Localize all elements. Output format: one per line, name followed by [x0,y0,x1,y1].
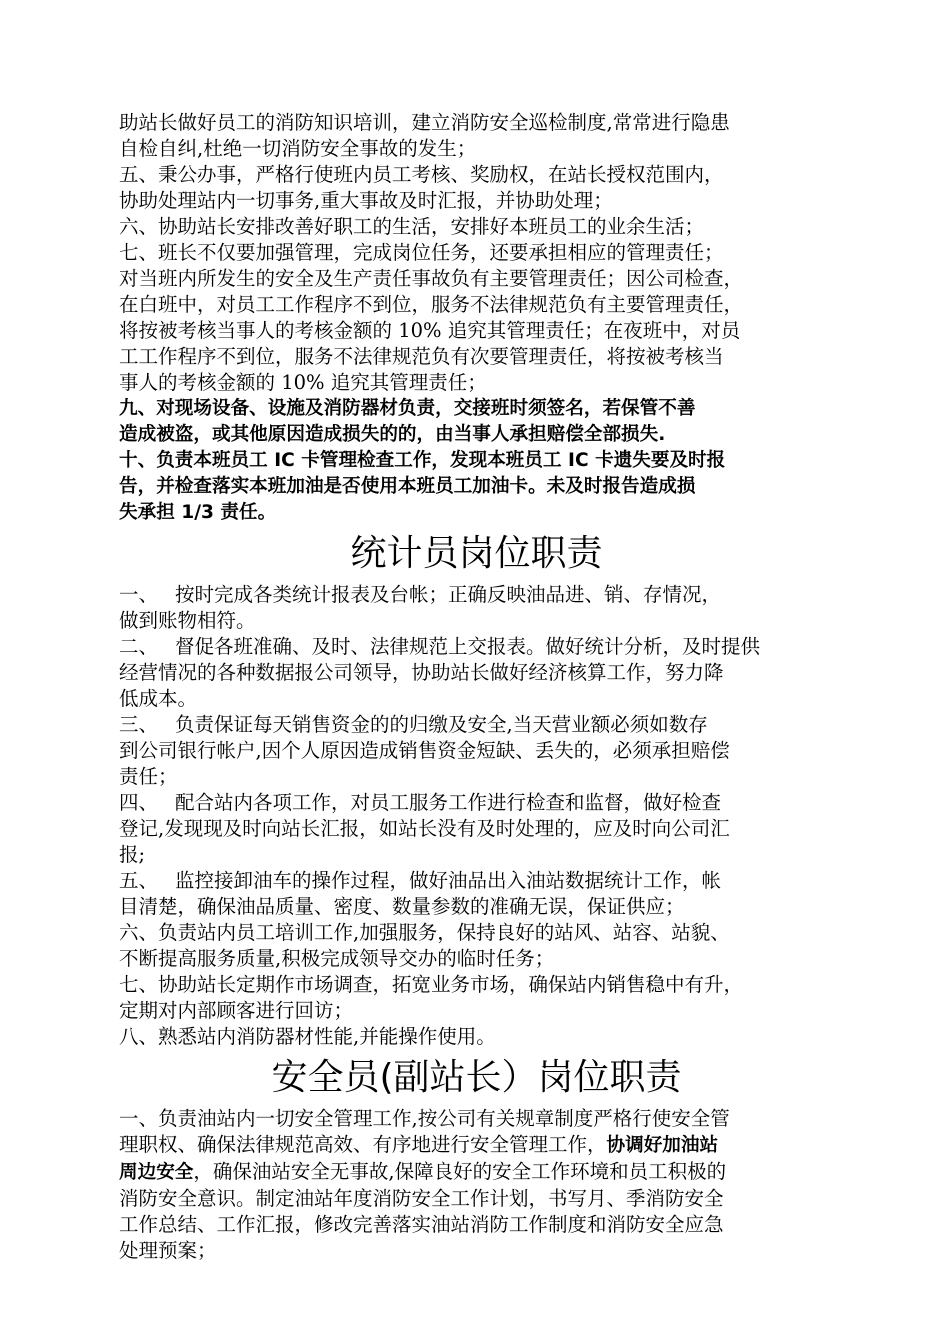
text-segment: 理职权、确保法律规范高效、有序地进行安全管理工作， [119,1133,607,1156]
text-line: 工工作程序不到位，服务不法律规范负有次要管理责任，将按被考核当 [119,345,724,368]
item-first-line: 按时完成各类统计报表及台帐；正确反映油品进、销、存情况， [175,583,722,606]
item-number: 四、 [119,791,159,814]
text-line: 八、熟悉站内消防器材性能,并能操作使用。 [119,1025,496,1048]
text-line: 自检自纠,杜绝一切消防安全事故的发生； [119,137,477,160]
list-item [119,582,834,634]
item-number: 五、 [119,869,159,892]
text-line [119,1132,834,1159]
section-title-safety-officer: 安全员(副站长）岗位职责 [271,1057,682,1098]
item-continuation: 经营情况的各种数据报公司领导，协助站长做好经济核算工作，努力降 [119,661,724,684]
section-title-statistician: 统计员岗位职责 [350,533,603,574]
text-line: 在白班中，对员工工作程序不到位，服务不法律规范负有主要管理责任， [119,293,744,316]
list-item [119,868,834,920]
text-line: 助站长做好员工的消防知识培训，建立消防安全巡检制度,常常进行隐患 [119,111,730,134]
text-line: 六、负责站内员工培训工作,加强服务，保持良好的站风、站容、站貌、 [119,921,730,944]
text-line: 对当班内所发生的安全及生产责任事故负有主要管理责任；因公司检查， [119,267,744,290]
bold-text-segment: 周边安全 [119,1162,194,1183]
bold-text-segment: 协调好加油站 [606,1135,719,1156]
item-continuation: 到公司银行帐户,因个人原因造成销售资金短缺、丢失的，必须承担赔偿 [119,739,730,762]
bold-text-line: 造成被盗，或其他原因造成损失的的，由当事人承担赔偿全部损失. [119,424,666,445]
item-continuation: 低成本。 [119,687,198,710]
text-line: 定期对内部顾客进行回访； [119,999,354,1022]
item-continuation: 登记,发现现及时向站长汇报，如站长没有及时处理的，应及时向公司汇 [119,817,730,840]
list-item [119,634,834,712]
list-item [119,790,834,868]
text-line: 将按被考核当事人的考核金额的 10% 追究其管理责任；在夜班中，对员 [119,319,741,342]
item-first-line: 督促各班准确、及时、法律规范上交报表。做好统计分析，及时提供 [175,635,761,658]
item-continuation: 责任； [119,765,178,788]
section-monitor-duties [119,110,834,526]
section-safety-officer-duties [119,1106,834,1264]
bold-text-line: 告，并检查落实本班加油是否使用本班员工加油卡。未及时报告造成损 [119,476,696,497]
text-line: 不断提高服务质量,积极完成领导交办的临时任务； [119,947,555,970]
item-continuation: 目清楚，确保油品质量、密度、数量参数的准确无误，保证供应； [119,895,685,918]
item-continuation: 报; [119,843,146,866]
text-line: 处理预案； [119,1239,217,1262]
bold-text-line: 十、负责本班员工 IC 卡管理检查工作，发现本班员工 IC 卡遗失要及时报 [119,450,726,471]
item-continuation: 做到账物相符。 [119,609,256,632]
text-line: 七、班长不仅要加强管理，完成岗位任务，还要承担相应的管理责任； [119,241,724,264]
item-first-line: 监控接卸油车的操作过程，做好油品出入油站数据统计工作，帐 [175,869,722,892]
document-page [119,110,834,1264]
text-line: 七、协助站长定期作市场调查，拓宽业务市场，确保站内销售稳中有升， [119,973,744,996]
text-line: 六、协助站长安排改善好职工的生活，安排好本班员工的业余生活； [119,215,705,238]
text-line [119,1159,834,1186]
item-number: 二、 [119,635,159,658]
bold-text-line: 失承担 1/3 责任。 [119,502,277,523]
list-item [119,712,834,790]
text-line: 事人的考核金额的 10% 追究其管理责任； [119,371,487,394]
item-first-line: 配合站内各项工作，对员工服务工作进行检查和监督，做好检查 [175,791,722,814]
text-line: 协助处理站内一切事务,重大事故及时汇报，并协助处理； [119,189,613,212]
item-number: 三、 [119,713,159,736]
item-first-line: 负责保证每天销售资金的的归缴及安全,当天营业额必须如数存 [175,713,708,736]
section-statistician-duties [119,582,834,1050]
text-segment: ，确保油站安全无事故,保障良好的安全工作环境和员工积极的 [193,1160,727,1183]
text-line: 一、负责油站内一切安全管理工作,按公司有关规章制度严格行使安全管 [119,1107,730,1130]
text-line: 五、秉公办事，严格行使班内员工考核、奖励权，在站长授权范围内， [119,163,724,186]
bold-text-line: 九、对现场设备、设施及消防器材负责，交接班时须签名，若保管不善 [119,398,696,419]
text-line: 工作总结、工作汇报，修改完善落实油站消防工作制度和消防安全应急 [119,1213,724,1236]
text-line: 消防安全意识。制定油站年度消防安全工作计划，书写月、季消防安全 [119,1187,724,1210]
item-number: 一、 [119,583,159,606]
